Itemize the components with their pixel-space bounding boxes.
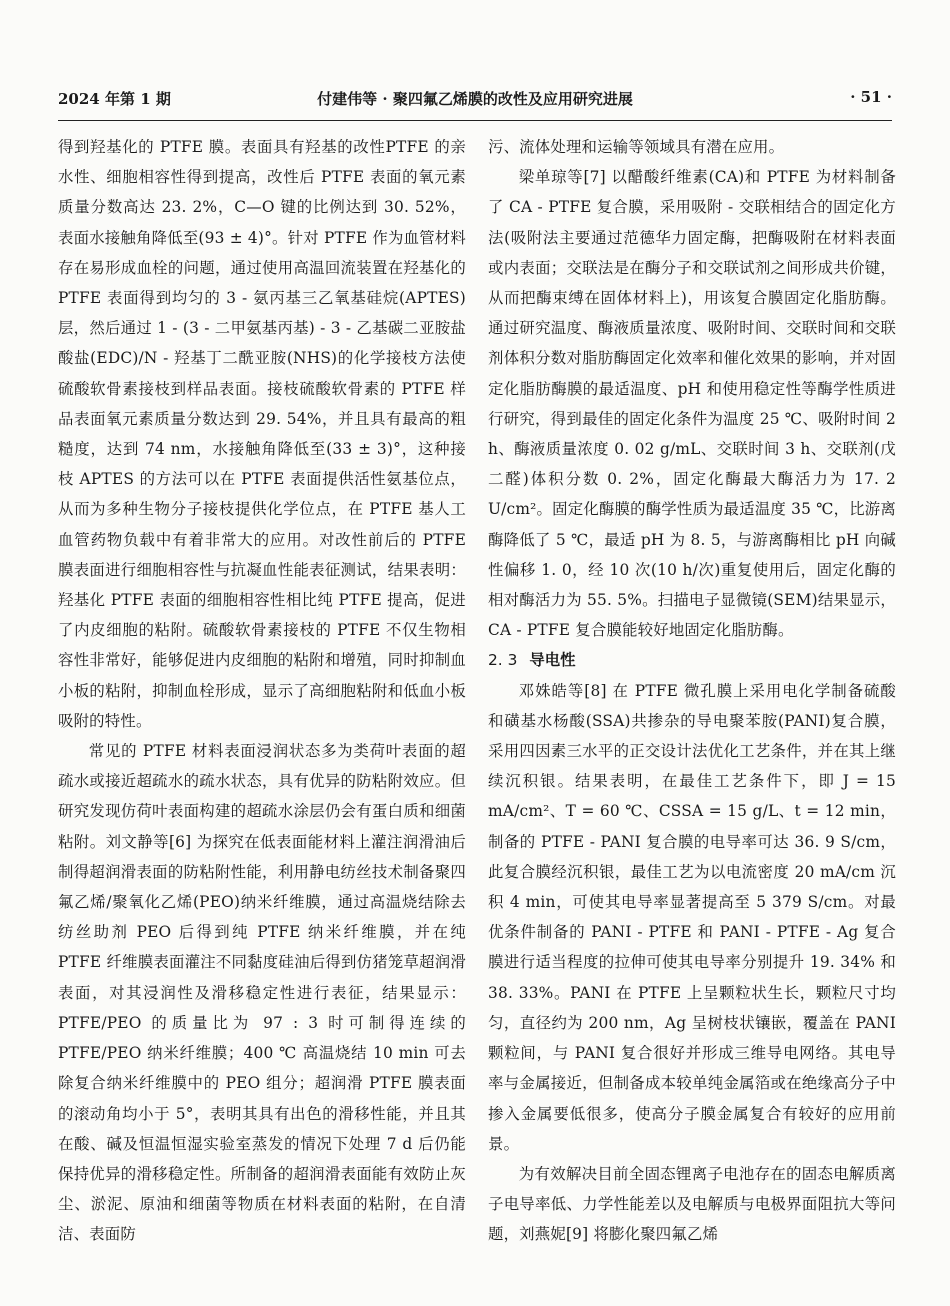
- article-title: 付建伟等 · 聚四氟乙烯膜的改性及应用研究进展: [317, 90, 633, 108]
- header-rule: [58, 120, 892, 121]
- paragraph: 得到羟基化的 PTFE 膜。表面具有羟基的改性PTFE 的亲水性、细胞相容性得到提高，改性后 PTFE 表面的氧元素质量分数高达 23. 2%，C—O 键的比例达到 30. 52%，表面水接触角降低至(93 ± 4)°。针对 PTFE 作为血管材料存在易形成血栓的问题，通过使用高温回流装置在羟基化的 PTFE 表面得到均匀的 3 - 氨丙基三乙氧基硅烷(APTES)层，然后通过 1 - (3 - 二甲氨基丙基) - 3 - 乙基碳二亚胺盐酸盐(EDC)/N - 羟基丁二酰亚胺(NHS)的化学接枝方法使硫酸软骨素接枝到样品表面。接枝硫酸软骨素的 PTFE 样品表面氧元素质量分数达到 29. 54%，并且具有最高的粗糙度，达到 74 nm，水接触角降低至(33 ± 3)°，这种接枝 APTES 的方法可以在 PTFE 表面提供活性氨基位点，从而为多种生物分子接枝提供化学位点，在 PTFE 基人工血管药物负载中有着非常大的应用。对改性前后的 PTFE 膜表面进行细胞相容性与抗凝血性能表征测试，结果表明：羟基化 PTFE 表面的细胞相容性相比纯 PTFE 提高，促进了内皮细胞的粘附。硫酸软骨素接枝的 PTFE 不仅生物相容性非常好，能够促进内皮细胞的粘附和增殖，同时抑制血小板的粘附，抑制血栓形成，显示了高细胞粘附和低血小板吸附的特性。: [58, 138, 466, 730]
- paragraph: 污、流体处理和运输等领域具有潜在应用。: [488, 138, 785, 156]
- section-title: 导电性: [529, 651, 576, 670]
- paragraph: 常见的 PTFE 材料表面浸润状态多为类荷叶表面的超疏水或接近超疏水的疏水状态，具有优异的防粘附效应。但研究发现仿荷叶表面构建的超疏水涂层仍会有蛋白质和细菌粘附。刘文静等[6] 为探究在低表面能材料上灌注润滑油后制得超润滑表面的防粘附性能，利用静电纺丝技术制备聚四氟乙烯/聚氧化乙烯(PEO)纳米纤维膜，通过高温烧结除去纺丝助剂 PEO 后得到纯 PTFE 纳米纤维膜，并在纯 PTFE 纤维膜表面灌注不同黏度硅油后得到仿猪笼草超润滑表面，对其浸润性及滑移稳定性进行表征，结果显示：PTFE/PEO 的质量比为 97 : 3 时可制得连续的 PTFE/PEO 纳米纤维膜；400 ℃ 高温烧结 10 min 可去除复合纳米纤维膜中的 PEO 组分；超润滑 PTFE 膜表面的滚动角均小于 5°，表明其具有出色的滑移性能，并且其在酸、碱及恒温恒湿实验室蒸发的情况下处理 7 d 后仍能保持优异的滑移稳定性。所制备的超润滑表面能有效防止灰尘、淤泥、原油和细菌等物质在材料表面的粘附，在自清洁、表面防: [58, 742, 466, 1244]
- right-column: [488, 132, 896, 1282]
- paragraph: 邓姝皓等[8] 在 PTFE 微孔膜上采用电化学制备硫酸和磺基水杨酸(SSA)共掺杂的导电聚苯胺(PANI)复合膜，采用四因素三水平的正交设计法优化工艺条件，并在其上继续沉积银。结果表明，在最佳工艺条件下，即 J = 15 mA/cm²、T = 60 ℃、CSSA = 15 g/L、t = 12 min，制备的 PTFE - PANI 复合膜的电导率可达 36. 9 S/cm，此复合膜经沉积银，最佳工艺为以电流密度 20 mA/cm 沉积 4 min，可使其电导率显著提高至 5 379 S/cm。对最优条件制备的 PANI - PTFE 和 PANI - PTFE - Ag 复合膜进行适当程度的拉伸可使其电导率分别提升 19. 34% 和 38. 33%。PANI 在 PTFE 上呈颗粒状生长，颗粒尺寸均匀，直径约为 200 nm，Ag 呈树枝状镶嵌，覆盖在 PANI 颗粒间，与 PANI 复合很好并形成三维导电网络。其电导率与金属接近，但制备成本较单纯金属箔或在绝缘高分子中掺入金属要低很多，使高分子膜金属复合有较好的应用前景。: [488, 681, 896, 1153]
- section-number: 2. 3: [488, 651, 518, 670]
- page-number: · 51 ·: [850, 88, 892, 106]
- running-header: [58, 88, 892, 114]
- issue-label: 2024 年第 1 期: [58, 90, 171, 108]
- section-heading: [488, 645, 896, 675]
- paragraph: 为有效解决目前全固态锂离子电池存在的固态电解质离子电导率低、力学性能差以及电解质与电极界面阻抗大等问题，刘燕妮[9] 将膨化聚四氟乙烯: [488, 1164, 896, 1244]
- paragraph: 梁单琼等[7] 以醋酸纤维素(CA)和 PTFE 为材料制备了 CA - PTFE 复合膜，采用吸附 - 交联相结合的固定化方法(吸附法主要通过范德华力固定酶，把酶吸附在材料表面或内表面；交联法是在酶分子和交联试剂之间形成共价键，从而把酶束缚在固体材料上)，用该复合膜固定化脂肪酶。通过研究温度、酶液质量浓度、吸附时间、交联时间和交联剂体积分数对脂肪酶固定化效率和催化效果的影响，并对固定化脂肪酶膜的最适温度、pH 和使用稳定性等酶学性质进行研究，得到最佳的固定化条件为温度 25 ℃、吸附时间 2 h、酶液质量浓度 0. 02 g/mL、交联时间 3 h、交联剂(戊二醛)体积分数 0. 2%，固定化酶最大酶活力为 17. 2 U/cm²。固定化酶膜的酶学性质为最适温度 35 ℃，比游离酶降低了 5 ℃，最适 pH 为 8. 5，与游离酶相比 pH 向碱性偏移 1. 0，经 10 次(10 h/次)重复使用后，固定化酶的相对酶活力为 55. 5%。扫描电子显微镜(SEM)结果显示，CA - PTFE 复合膜能较好地固定化脂肪酶。: [488, 168, 896, 640]
- left-column: [58, 132, 466, 1282]
